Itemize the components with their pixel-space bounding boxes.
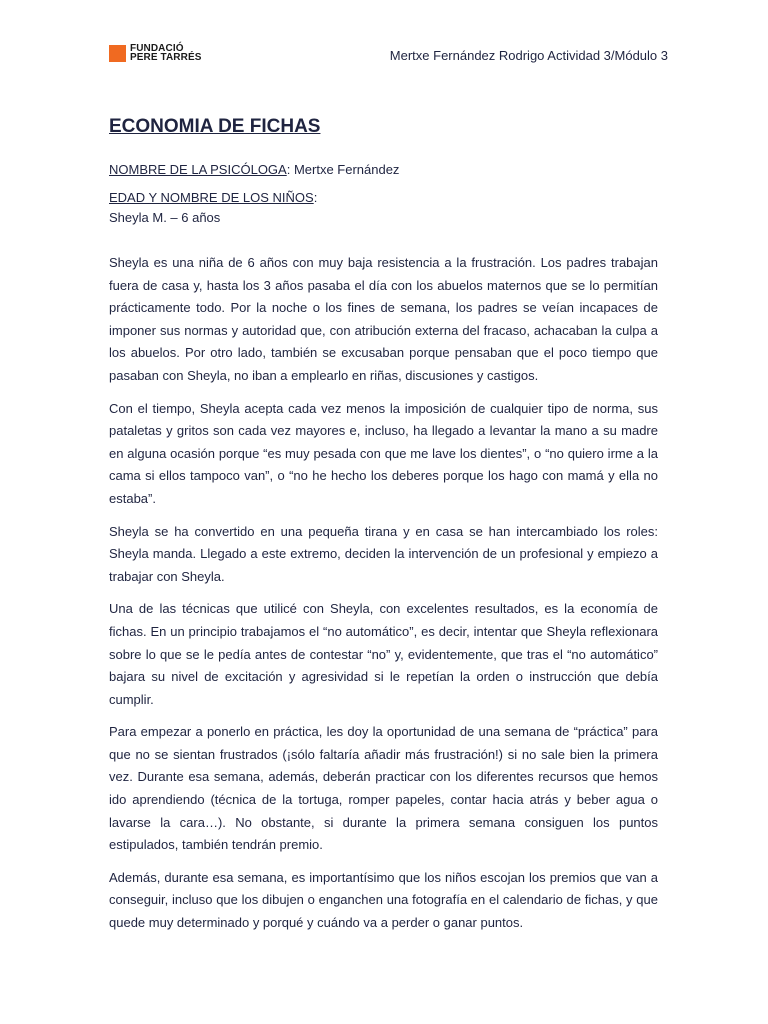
paragraph: Con el tiempo, Sheyla acepta cada vez menos la imposición de cualquier tipo de norma, sus pataletas y gritos son cada vez mayores e, incluso, ha llegado a levantar la mano a su madre en alguna ocasión porque “es muy pesada con que me lave los dientes”, o “no quiero irme a la cama si ellos tampoco van”, o “no he hecho los deberes porque los hago con mamá y ella no estaba”. — [109, 400, 658, 506]
paragraph: Sheyla se ha convertido en una pequeña tirana y en casa se han intercambiado los roles: Sheyla manda. Llegado a este extremo, deciden la intervención de un profesional y empiezo a trabajar con Sheyla. — [109, 523, 658, 584]
document-title: ECONOMIA DE FICHAS — [109, 116, 321, 137]
edad-field — [109, 188, 658, 208]
fundacio-logo — [109, 44, 201, 62]
psicologa-field — [109, 160, 658, 180]
psicologa-label: NOMBRE DE LA PSICÓLOGA — [109, 162, 287, 177]
paragraph: Sheyla es una niña de 6 años con muy baja resistencia a la frustración. Los padres trabajan fuera de casa y, hasta los 3 años pasaba el día con los abuelos maternos que se lo permitían prácticamente todo. Por la noche o los fines de semana, los padres se veían incapaces de imponer sus normas y autoridad que, con atribución externa del fracaso, achacaban la culpa a los abuelos. Por otro lado, también se excusaban porque pensaban que el poco tiempo que pasaban con Sheyla, no iban a emplearlo en riñas, discusiones y castigos. — [109, 255, 658, 383]
logo-text — [130, 44, 201, 62]
paragraph: Una de las técnicas que utilicé con Sheyla, con excelentes resultados, es la economía de fichas. En un principio trabajamos el “no automático”, es decir, intentar que Sheyla reflexionara sobre lo que se le pedía antes de contestar “no” y, evidentemente, que tras el “no automático” bajara su nivel de excitación y agresividad si le repetían la orden o instrucción que debía cumplir. — [109, 601, 658, 707]
paragraph: Además, durante esa semana, es importantísimo que los niños escojan los premios que van a conseguir, incluso que los dibujen o enganchen una fotografía en el calendario de fichas, y que quede muy determinado y porqué y cuándo va a perder o ganar puntos. — [109, 869, 658, 931]
header-author-text: Mertxe Fernández Rodrigo Actividad 3/Módulo 3 — [389, 48, 668, 63]
psicologa-value: : Mertxe Fernández — [286, 162, 400, 177]
logo-line-2: PERE TARRÉS — [130, 52, 202, 63]
edad-label: EDAD Y NOMBRE DE LOS NIÑOS — [109, 190, 314, 205]
logo-square-icon — [109, 45, 126, 62]
document-body — [109, 114, 658, 945]
edad-value: Sheyla M. – 6 años — [109, 210, 221, 225]
paragraph: Para empezar a ponerlo en práctica, les doy la oportunidad de una semana de “práctica” para que no se sientan frustrados (¡sólo faltaría añadir más frustración!) si no sale bien la primera vez. Durante esa semana, además, deberán practicar con los diferentes recursos que hemos ido aprendiendo (técnica de la tortuga, romper papeles, contar hacia atrás y beber agua o lavarse la cara…). No obstante, si durante la primera semana consiguen los puntos estipulados, también tendrán premio. — [109, 724, 658, 853]
logo-line-1: FUNDACIÓ — [130, 43, 184, 54]
edad-colon: : — [313, 190, 318, 205]
